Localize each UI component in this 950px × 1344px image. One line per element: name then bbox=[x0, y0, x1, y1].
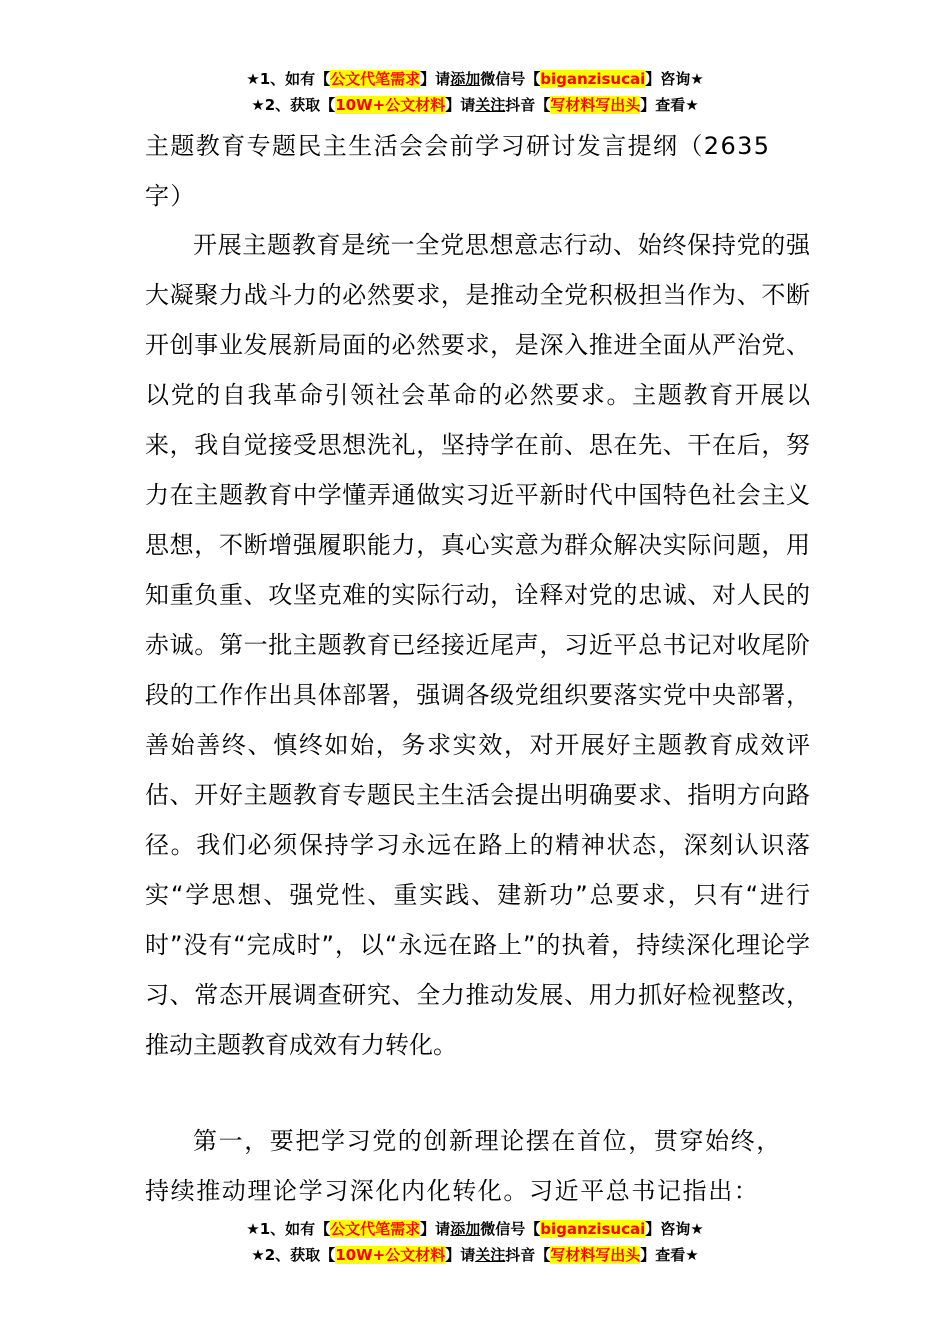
banner-underlined-text: 添加 bbox=[450, 70, 481, 88]
banner-text: 】查看★ bbox=[640, 1246, 699, 1264]
banner-text: 】查看★ bbox=[640, 96, 699, 114]
banner-text: 】请 bbox=[420, 70, 451, 88]
banner-text: ★1、如有【 bbox=[246, 70, 331, 88]
document-title bbox=[145, 121, 810, 221]
banner-highlight: 公文代笔需求 bbox=[330, 70, 421, 88]
paragraph-2-line-2: 持续推动理论学习深化内化转化。习近平总书记指出： bbox=[145, 1177, 760, 1205]
banner-highlight: 写材料写出头 bbox=[550, 1246, 641, 1264]
paragraph-2-line-1: 第一，要把学习党的创新理论摆在首位，贯穿始终， bbox=[193, 1127, 782, 1155]
banner-line-2 bbox=[0, 1242, 950, 1268]
banner-highlight: 写材料写出头 bbox=[550, 96, 641, 114]
banner-text: ★1、如有【 bbox=[246, 1220, 331, 1238]
banner-text: 】请 bbox=[445, 1246, 476, 1264]
body-paragraph-1 bbox=[145, 220, 810, 1070]
banner-text: 】请 bbox=[445, 96, 476, 114]
banner-text: 】咨询★ bbox=[645, 1220, 704, 1238]
banner-text: 微信号【 bbox=[480, 1220, 541, 1238]
banner-text: ★2、获取【 bbox=[251, 96, 336, 114]
header-banner bbox=[0, 66, 950, 118]
banner-text: 抖音【 bbox=[505, 1246, 551, 1264]
banner-highlight: 公文代笔需求 bbox=[330, 1220, 421, 1238]
banner-line-1 bbox=[0, 1216, 950, 1242]
banner-underlined-text: 添加 bbox=[450, 1220, 481, 1238]
banner-line-1 bbox=[0, 66, 950, 92]
banner-line-2 bbox=[0, 92, 950, 118]
banner-underlined-text: 关注 bbox=[475, 1246, 506, 1264]
banner-highlight: 10W+公文材料 bbox=[335, 1246, 446, 1264]
banner-highlight: 10W+公文材料 bbox=[335, 96, 446, 114]
body-paragraph-2 bbox=[145, 1116, 810, 1216]
banner-text: 抖音【 bbox=[505, 96, 551, 114]
banner-text: 微信号【 bbox=[480, 70, 541, 88]
banner-text: ★2、获取【 bbox=[251, 1246, 336, 1264]
paragraph-text: 开展主题教育是统一全党思想意志行动、始终保持党的强大凝聚力战斗力的必然要求，是推动全党积极担当作为、不断开创事业发展新局面的必然要求，是深入推进全面从严治党、以党的自我革命引领社会革命的必然要求。主题教育开展以来，我自觉接受思想洗礼，坚持学在前、思在先、干在后，努力在主题教育中学懂弄通做实习近平新时代中国特色社会主义思想，不断增强履职能力，真心实意为群众解决实际问题，用知重负重、攻坚克难的实际行动，诠释对党的忠诚、对人民的赤诚。第一批主题教育已经接近尾声，习近平总书记对收尾阶段的工作作出具体部署，强调各级党组织要落实党中央部署，善始善终、慎终如始，务求实效，对开展好主题教育成效评估、开好主题教育专题民主生活会提出明确要求、指明方向路径。我们必须保持学习永远在路上的精神状态，深刻认识落实“学思想、强党性、重实践、建新功”总要求，只有“进行时”没有“完成时”，以“永远在路上”的执着，持续深化理论学习、常态开展调查研究、全力推动发展、用力抓好检视整改，推动主题教育成效有力转化。 bbox=[145, 231, 810, 1059]
banner-text: 】请 bbox=[420, 1220, 451, 1238]
footer-banner bbox=[0, 1216, 950, 1268]
title-line-1: 主题教育专题民主生活会会前学习研讨发言提纲（2635 bbox=[145, 132, 771, 160]
banner-highlight: biganzisucai bbox=[540, 1220, 646, 1238]
banner-underlined-text: 关注 bbox=[475, 96, 506, 114]
banner-highlight: biganzisucai bbox=[540, 70, 646, 88]
banner-text: 】咨询★ bbox=[645, 70, 704, 88]
title-line-2: 字） bbox=[145, 182, 196, 210]
